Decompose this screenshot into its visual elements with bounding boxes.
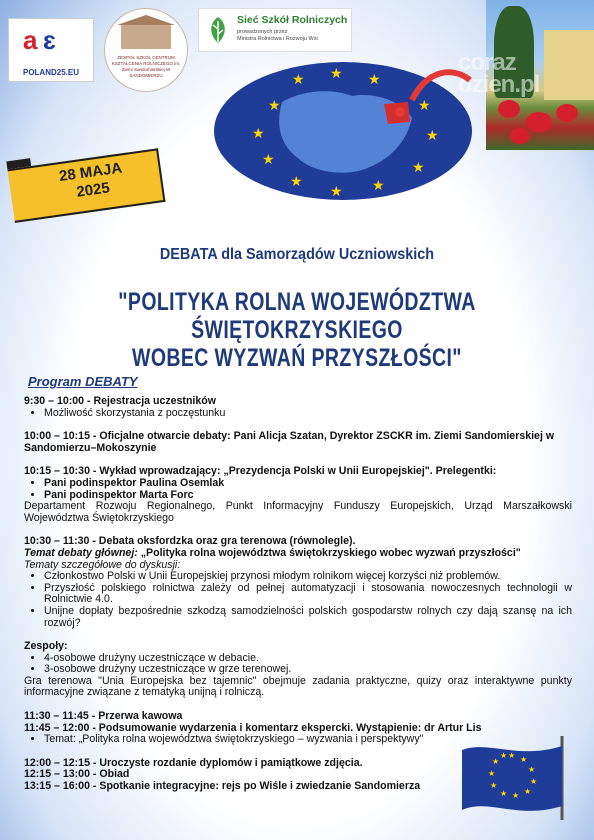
program-time-line: 10:15 – 10:30 - Wykład wprowadzający: „Prezydencja Polski w Unii Europejskiej". Prelegentki:	[24, 465, 497, 478]
star-icon: ★	[368, 71, 381, 87]
location-pin-icon	[395, 107, 405, 117]
eu-flag-icon	[458, 736, 568, 820]
svg-text:★: ★	[528, 765, 536, 774]
svg-text:★: ★	[512, 791, 520, 800]
field-game-note: Gra terenowa "Unia Europejska bez tajemnic" obejmuje zadania praktyczne, quizy oraz interaktywne punkty informacyjne związane z tematyką unijną i rolniczą.	[24, 674, 572, 699]
event-subtitle: DEBATA dla Samorządów Uczniowskich	[159, 246, 435, 263]
discussion-topic-item: • Unijne dopłaty bezpośrednie szkodzą samodzielności polskich gospodarstw rolnych czy dają szansę na ich rozwój?	[44, 606, 572, 629]
star-icon: ★	[418, 97, 431, 113]
star-icon: ★	[290, 173, 303, 189]
ssr-sub-line-2: Ministra Rolnictwa i Rozwoju Wsi	[237, 36, 318, 42]
program-item: • Temat: „Polityka rolna województwa świętokrzyskiego – wyzwania i perspektywy"	[44, 734, 572, 746]
svg-text:★: ★	[508, 751, 516, 760]
star-icon: ★	[412, 159, 425, 175]
teams-label: Zespoły:	[24, 640, 68, 653]
svg-text:★: ★	[500, 789, 508, 798]
event-date-year: 2025	[75, 179, 111, 201]
program-heading: Program DEBATY	[28, 374, 138, 389]
siec-szkol-rolniczych-logo	[198, 8, 352, 52]
ssr-sub-line-1: prowadzonych przez	[237, 29, 288, 35]
ssr-title: Sieć Szkół Rolniczych	[237, 14, 348, 26]
topic-text: „Polityka rolna województwa świętokrzyskiego wobec wyzwań przyszłości"	[137, 546, 521, 559]
star-icon: ★	[330, 65, 343, 81]
discussion-topic-item: • Przyszłość polskiego rolnictwa zależy od pełnej automatyzacji i stosowania nowoczesnych technologii w Rolnictwie 4.0.	[44, 583, 572, 606]
school-logo	[104, 8, 188, 92]
event-title-line-1: "POLITYKA ROLNA WOJEWÓDZTWA ŚWIĘTOKRZYSKIEGO	[118, 288, 476, 344]
star-icon: ★	[372, 177, 385, 193]
star-icon: ★	[252, 125, 265, 141]
team-item: • 3-osobowe drużyny uczestniczące w grze terenowej.	[44, 664, 572, 676]
detail-topics-label: Tematy szczegółowe do dyskusji:	[24, 558, 181, 571]
flower-shape	[556, 104, 578, 122]
program-time-line: 9:30 – 10:00 - Rejestracja uczestników	[24, 395, 216, 407]
speaker-affiliation: Departament Rozwoju Regionalnego, Punkt Informacyjny Funduszy Europejskich, Urząd Marszałkowski Województwa Świętokrzyskiego	[24, 500, 572, 524]
program-time-line: 12:15 – 13:00 - Obiad	[24, 768, 130, 781]
event-title-line-2: WOBEC WYZWAŃ PRZYSZŁOŚCI"	[132, 344, 462, 372]
program-block-debate	[24, 536, 572, 629]
discussion-topic-item: • Członkostwo Polski w Unii Europejskiej przynosi młodym rolnikom więcej korzyści niż problemów.	[44, 571, 572, 583]
flower-shape	[526, 112, 552, 132]
svg-text:★: ★	[524, 787, 532, 796]
leaf-icon	[205, 15, 231, 45]
ssr-subtitle	[237, 29, 318, 43]
poland25-logo-text: POLAND25.EU	[22, 68, 79, 77]
school-building-icon	[121, 25, 171, 49]
eu-map	[212, 60, 474, 202]
watermark-line-2: dzien.pl	[458, 71, 540, 98]
star-icon: ★	[426, 127, 439, 143]
program-item: • Możliwość skorzystania z poczęstunku	[44, 408, 572, 420]
watermark-line-1: coraz	[458, 49, 516, 76]
svg-text:★: ★	[530, 777, 538, 786]
speaker-item: • Pani podinspektor Paulina Osemlak	[44, 478, 572, 490]
program-time-line: 11:45 – 12:00 - Podsumowanie wydarzenia i komentarz ekspercki. Wystąpienie: dr Artur Lis	[24, 721, 482, 734]
building-shape	[544, 30, 594, 100]
flower-shape	[498, 100, 520, 118]
star-icon: ★	[292, 71, 305, 87]
date-banner	[6, 139, 173, 225]
svg-text:★: ★	[500, 751, 508, 760]
logo-mark-red: a	[23, 25, 36, 55]
svg-text:★: ★	[488, 769, 496, 778]
logo-mark-blue: ɛ	[43, 25, 56, 55]
star-icon: ★	[262, 151, 275, 167]
program-time-line: 12:00 – 12:15 - Uroczyste rozdanie dyplomów i pamiątkowe zdjęcia.	[24, 756, 363, 769]
program-block-lecture	[24, 466, 572, 524]
svg-text:★: ★	[520, 755, 528, 764]
poland25-logo	[8, 18, 94, 82]
school-logo-text: ZESPÓŁ SZKÓŁ CENTRUM KSZTAŁCENIA ROLNICZEGO im. Ziemi Sandomierskiej W SANDOMIERZU	[111, 55, 181, 78]
program-block-opening: 10:00 – 10:15 - Oficjalne otwarcie debaty: Pani Alicja Szatan, Dyrektor ZSCKR im. Ziemi Sandomierskiej w Sandomierzu–Mokoszynie	[24, 430, 555, 454]
speaker-item: • Pani podinspektor Marta Forc	[44, 490, 572, 502]
star-icon: ★	[268, 97, 281, 113]
program-time-line: 13:15 – 16:00 - Spotkanie integracyjne: rejs po Wiśle i zwiedzanie Sandomierza	[24, 780, 421, 793]
svg-text:★: ★	[492, 757, 500, 766]
program-block-teams	[24, 641, 572, 699]
program-time-line: 11:30 – 11:45 - Przerwa kawowa	[24, 710, 183, 723]
event-title	[65, 288, 528, 372]
program-time-line: 10:30 – 11:30 - Debata oksfordzka oraz gra terenowa (równolegle).	[24, 535, 356, 548]
program-block-registration	[24, 396, 572, 419]
event-date-day: 28 MAJA	[58, 159, 124, 186]
svg-text:★: ★	[490, 781, 498, 790]
star-icon: ★	[330, 183, 343, 199]
topic-label: Temat debaty głównej:	[24, 546, 138, 559]
flower-shape	[510, 128, 530, 144]
team-item: • 4-osobowe drużyny uczestniczące w debacie.	[44, 653, 572, 665]
